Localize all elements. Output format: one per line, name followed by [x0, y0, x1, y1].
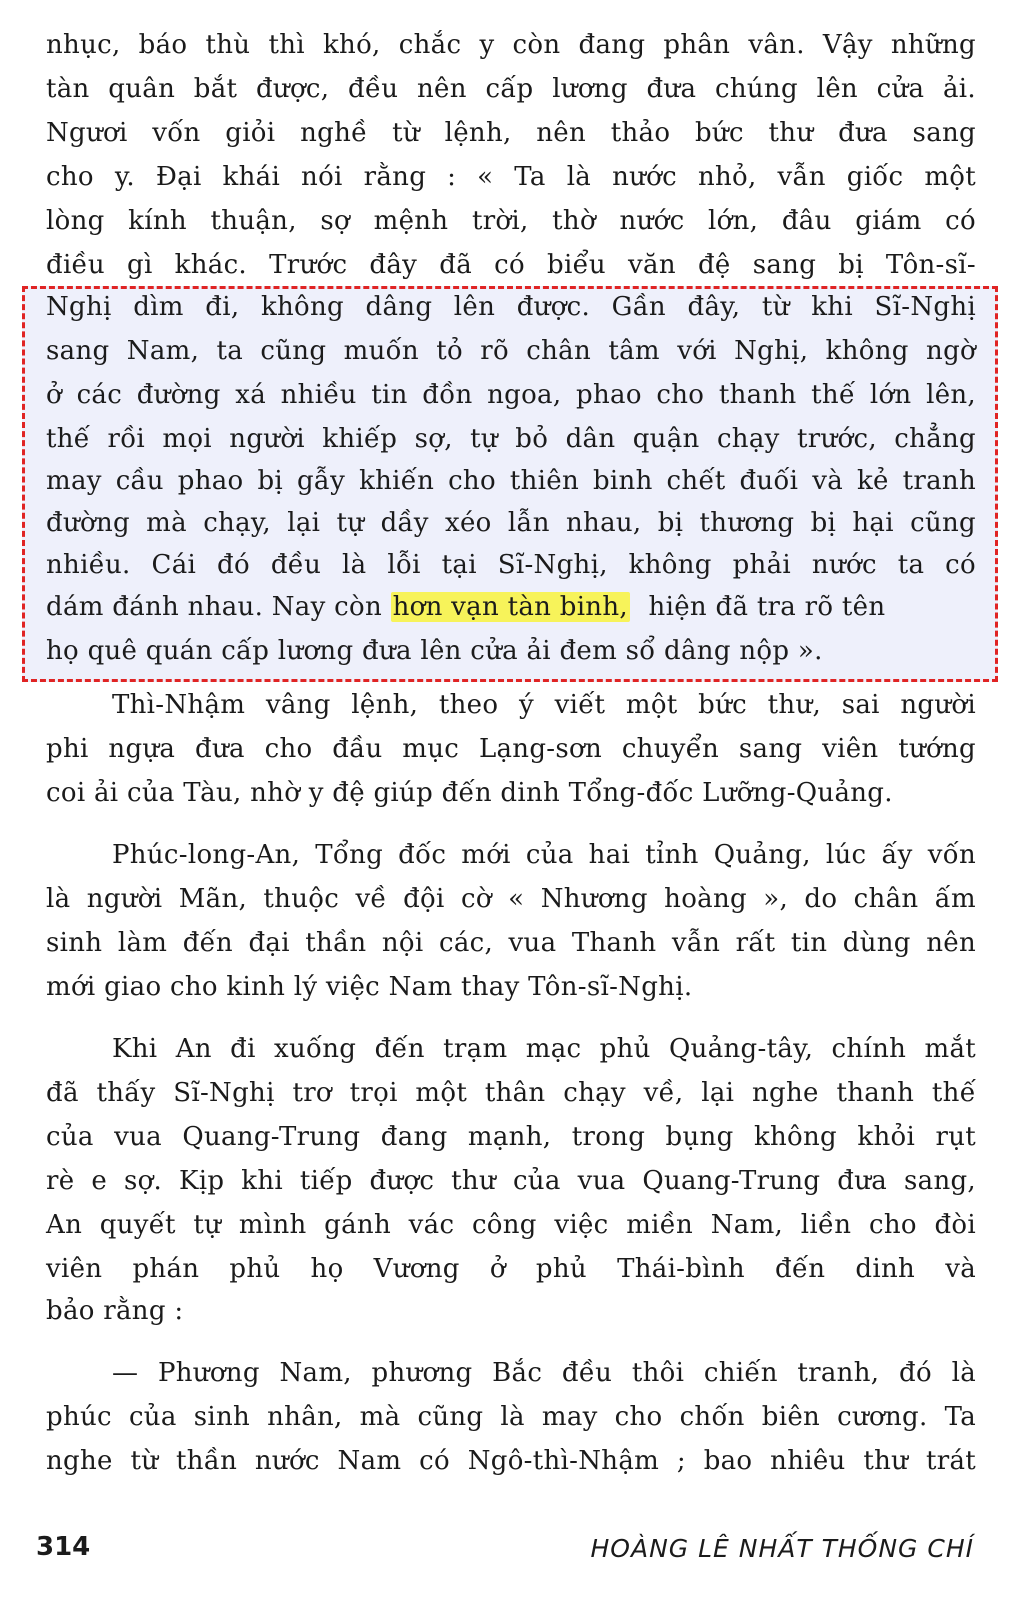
text-line: mới giao cho kinh lý việc Nam thay Tôn-sĩ-Nghị.	[46, 972, 693, 1002]
text-line: tàn quân bắt được, đều nên cấp lương đưa chúng lên cửa ải.	[46, 74, 976, 104]
highlighted-phrase: hơn vạn tàn binh,	[392, 592, 628, 622]
page-number: 314	[36, 1532, 91, 1562]
text-line: viên phán phủ họ Vương ở phủ Thái-bình đến dinh và	[46, 1254, 976, 1284]
paragraph-start: — Phương Nam, phương Bắc đều thôi chiến tranh, đó là	[112, 1358, 976, 1388]
text-segment: dám đánh nhau. Nay còn	[46, 592, 382, 622]
text-line: phi ngựa đưa cho đầu mục Lạng-sơn chuyển sang viên tướng	[46, 734, 976, 764]
text-line: điều gì khác. Trước đây đã có biểu văn đệ sang bị Tôn-sĩ-	[46, 250, 976, 280]
text-line: đã thấy Sĩ-Nghị trơ trọi một thân chạy về, lại nghe thanh thế	[46, 1078, 976, 1108]
text-line: phúc của sinh nhân, mà cũng là may cho chốn biên cương. Ta	[46, 1402, 976, 1432]
text-line: nhiều. Cái đó đều là lỗi tại Sĩ-Nghị, không phải nước ta có	[46, 550, 976, 580]
text-segment: hiện đã tra rõ tên	[648, 592, 886, 622]
text-line: rè e sợ. Kịp khi tiếp được thư của vua Quang-Trung đưa sang,	[46, 1166, 976, 1196]
text-line: của vua Quang-Trung đang mạnh, trong bụng không khỏi rụt	[46, 1122, 976, 1152]
text-line: sang Nam, ta cũng muốn tỏ rõ chân tâm với Nghị, không ngờ	[46, 336, 976, 366]
text-line: may cầu phao bị gẫy khiến cho thiên binh chết đuối và kẻ tranh	[46, 466, 976, 496]
text-line: nghe từ thần nước Nam có Ngô-thì-Nhậm ; bao nhiêu thư trát	[46, 1446, 976, 1476]
text-line: thế rồi mọi người khiếp sợ, tự bỏ dân quận chạy trước, chẳng	[46, 424, 976, 454]
paragraph-start: Phúc-long-An, Tổng đốc mới của hai tỉnh Quảng, lúc ấy vốn	[112, 840, 976, 870]
text-line: cho y. Đại khái nói rằng : « Ta là nước nhỏ, vẫn giốc một	[46, 162, 976, 192]
text-line: nhục, báo thù thì khó, chắc y còn đang phân vân. Vậy những	[46, 30, 976, 60]
text-line: Ngươi vốn giỏi nghề từ lệnh, nên thảo bức thư đưa sang	[46, 118, 976, 148]
text-line: An quyết tự mình gánh vác công việc miền Nam, liền cho đòi	[46, 1210, 976, 1240]
text-line: sinh làm đến đại thần nội các, vua Thanh vẫn rất tin dùng nên	[46, 928, 976, 958]
text-line-with-highlight	[46, 592, 976, 626]
text-line: bảo rằng :	[46, 1296, 184, 1326]
book-title: HOÀNG LÊ NHẤT THỐNG CHÍ	[590, 1534, 974, 1563]
text-line: lòng kính thuận, sợ mệnh trời, thờ nước lớn, đâu giám có	[46, 206, 976, 236]
text-line: họ quê quán cấp lương đưa lên cửa ải đem sổ dâng nộp ».	[46, 636, 823, 666]
text-line: ở các đường xá nhiều tin đồn ngoa, phao cho thanh thế lớn lên,	[46, 380, 976, 410]
text-line: coi ải của Tàu, nhờ y đệ giúp đến dinh Tổng-đốc Lưỡng-Quảng.	[46, 778, 893, 808]
text-line: Nghị dìm đi, không dâng lên được. Gần đây, từ khi Sĩ-Nghị	[46, 292, 976, 322]
paragraph-start: Thì-Nhậm vâng lệnh, theo ý viết một bức thư, sai người	[112, 690, 976, 720]
text-line: đường mà chạy, lại tự dầy xéo lẫn nhau, bị thương bị hại cũng	[46, 508, 976, 538]
text-line: là người Mãn, thuộc về đội cờ « Nhương hoàng », do chân ấm	[46, 884, 976, 914]
paragraph-start: Khi An đi xuống đến trạm mạc phủ Quảng-tây, chính mắt	[112, 1034, 976, 1064]
